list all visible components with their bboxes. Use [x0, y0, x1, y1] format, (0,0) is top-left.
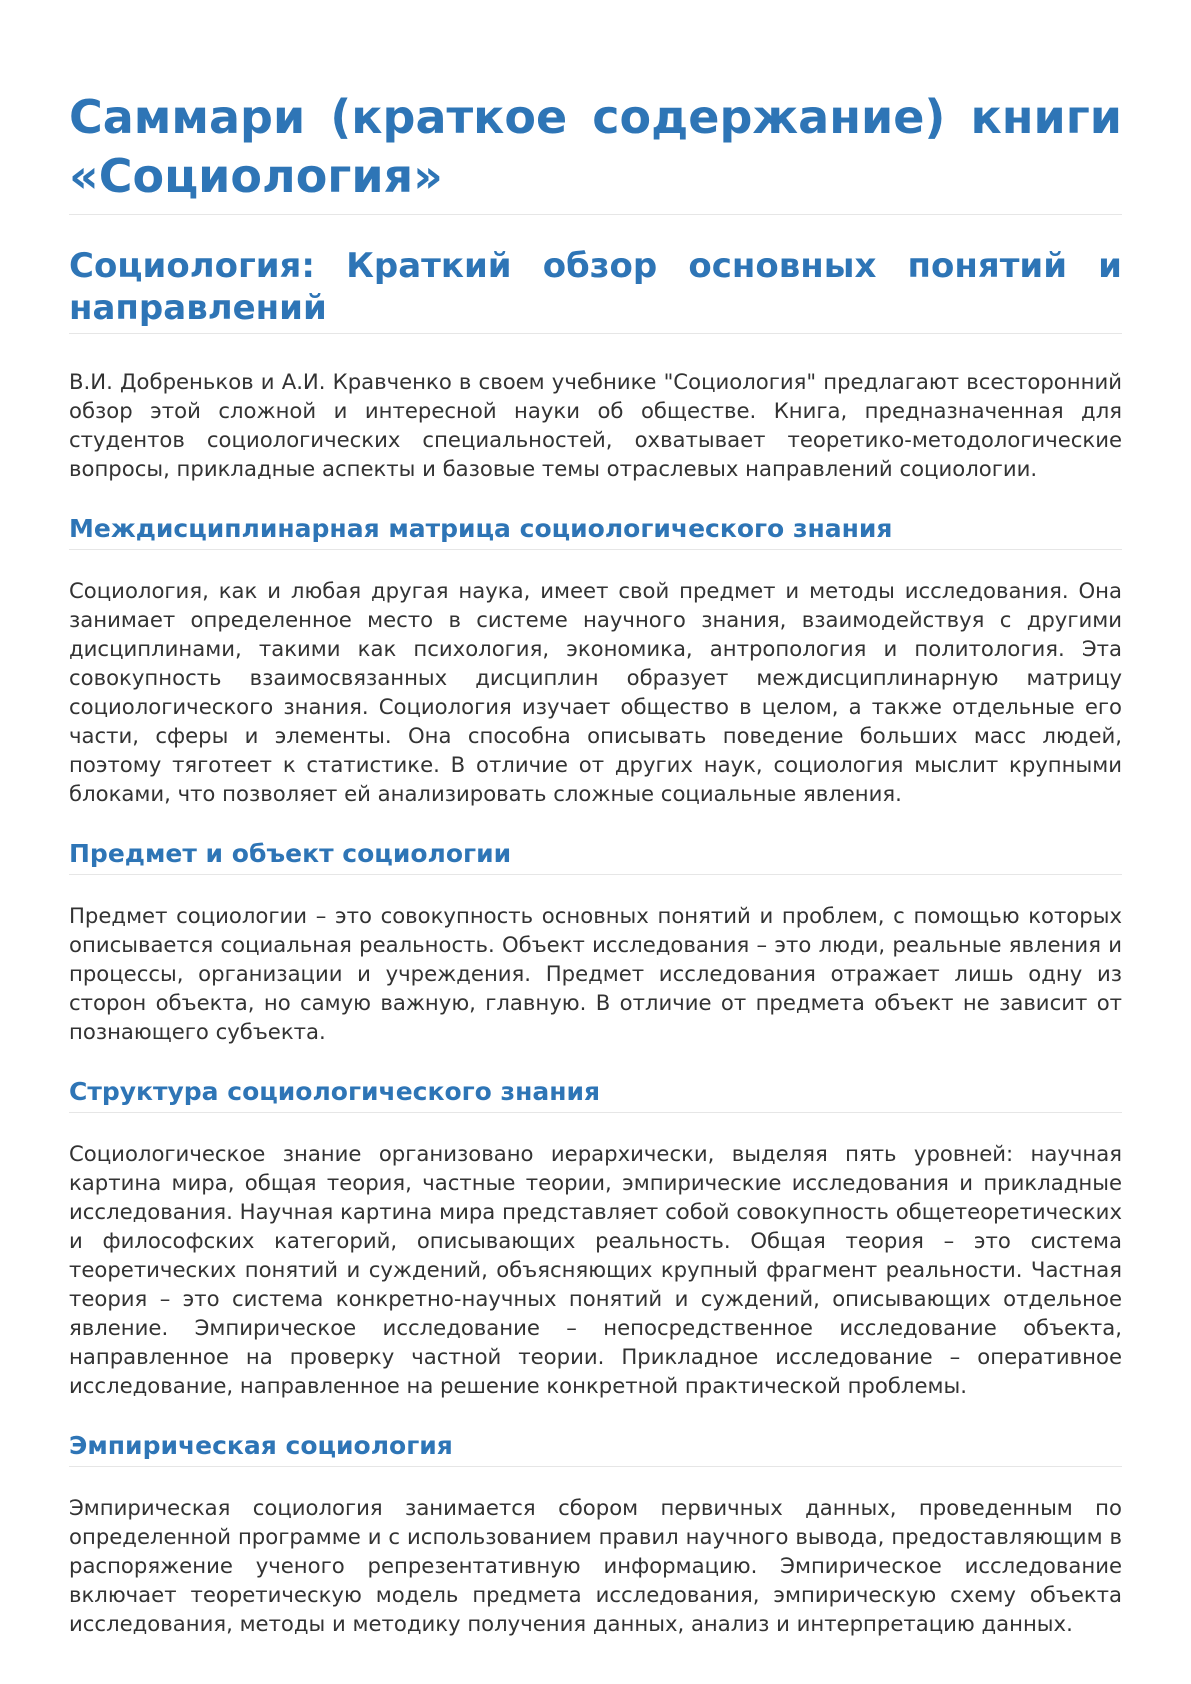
- section-paragraph: Социология, как и любая другая наука, имеет свой предмет и методы исследования. Она занимает определенное место в системе научного знания, взаимодействуя с другими дисциплинами, такими как психология, экономика, антропология и политология. Эта совокупность взаимосвязанных дисциплин образует междисциплинарную матрицу социологического знания. Социология изучает общество в целом, а также отдельные его части, сферы и элементы. Она способна описывать поведение больших масс людей, поэтому тяготеет к статистике. В отличие от других наук, социология мыслит крупными блоками, что позволяет ей анализировать сложные социальные явления.: [69, 578, 1122, 806]
- section-heading: Предмет и объект социологии: [69, 838, 1122, 875]
- section-paragraph: Эмпирическая социология занимается сбором первичных данных, проведенным по определенной программе и с использованием правил научного вывода, предоставляющим в распоряжение ученого репрезентативную информацию. Эмпирическое исследование включает теоретическую модель предмета исследования, эмпирическую схему объекта исследования, методы и методику получения данных, анализ и интерпретацию данных.: [69, 1495, 1122, 1636]
- document-subtitle: Социология: Краткий обзор основных понятий и направлений: [69, 245, 1122, 334]
- section-paragraph: Социологическое знание организовано иерархически, выделяя пять уровней: научная картина мира, общая теория, частные теории, эмпирические исследования и прикладные исследования. Научная картина мира представляет собой совокупность общетеоретических и философских категорий, описывающих реальность. Общая теория – это система теоретических понятий и суждений, объясняющих крупный фрагмент реальности. Частная теория – это система конкретно-научных понятий и суждений, описывающих отдельное явление. Эмпирическое исследование – непосредственное исследование объекта, направленное на проверку частной теории. Прикладное исследование – оперативное исследование, направленное на решение конкретной практической проблемы.: [69, 1141, 1122, 1398]
- document-title: Саммари (краткое содержание) книги «Социология»: [69, 88, 1122, 215]
- section-interdisciplinary-matrix: [69, 513, 1122, 808]
- section-subject-and-object: [69, 838, 1122, 1046]
- section-heading: Структура социологического знания: [69, 1076, 1122, 1113]
- section-paragraph: Предмет социологии – это совокупность основных понятий и проблем, с помощью которых описывается социальная реальность. Объект исследования – это люди, реальные явления и процессы, организации и учреждения. Предмет исследования отражает лишь одну из сторон объекта, но самую важную, главную. В отличие от предмета объект не зависит от познающего субъекта.: [69, 903, 1122, 1044]
- intro-paragraph: В.И. Добреньков и А.И. Кравченко в своем учебнике "Социология" предлагают всесторонний обзор этой сложной и интересной науки об обществе. Книга, предназначенная для студентов социологических специальностей, охватывает теоретико-методологические вопросы, прикладные аспекты и базовые темы отраслевых направлений социологии.: [69, 369, 1122, 481]
- section-empirical-sociology: [69, 1430, 1122, 1638]
- document-page: [69, 88, 1122, 1638]
- section-knowledge-structure: [69, 1076, 1122, 1400]
- section-heading: Эмпирическая социология: [69, 1430, 1122, 1467]
- section-heading: Междисциплинарная матрица социологического знания: [69, 513, 1122, 550]
